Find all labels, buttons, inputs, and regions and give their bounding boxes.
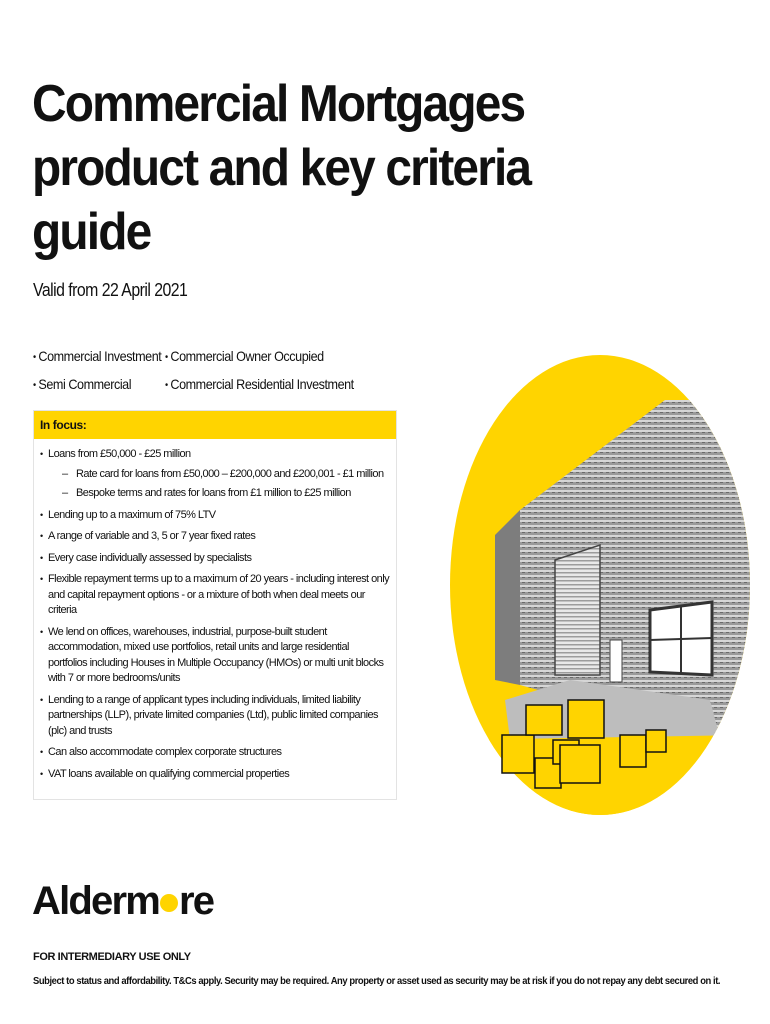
warehouse-illustration xyxy=(450,340,750,830)
list-item: • VAT loans available on qualifying commercial properties xyxy=(40,767,390,783)
bullet-icon: • xyxy=(40,449,43,459)
in-focus-panel xyxy=(33,410,397,800)
sub-list-item: – Bespoke terms and rates for loans from £1 million to £25 million xyxy=(62,487,351,499)
bullet-icon: • xyxy=(40,574,43,584)
title-line-2: product and key criteria guide xyxy=(32,139,531,261)
in-focus-list xyxy=(34,439,396,782)
bullet-icon: • xyxy=(165,352,168,363)
bullet-icon: • xyxy=(33,352,36,363)
product-item: • Semi Commercial xyxy=(33,376,132,392)
intermediary-notice: FOR INTERMEDIARY USE ONLY xyxy=(33,951,191,963)
building-side xyxy=(495,510,520,685)
valid-from: Valid from 22 April 2021 xyxy=(33,280,188,300)
product-item: • Commercial Owner Occupied xyxy=(165,348,324,364)
product-list xyxy=(33,348,393,392)
bullet-icon: • xyxy=(40,768,43,779)
logo-dot-icon xyxy=(160,894,178,912)
list-item: • Lending to a range of applicant types including individuals, limited liability partnerships (LLP), private limited companies (Ltd), public limited companies (plc) and trusts xyxy=(40,693,390,740)
bullet-icon: • xyxy=(165,380,168,391)
disclaimer-text: Subject to status and affordability. T&Cs apply. Security may be required. Any property or asset used as security may be at risk if you do not repay any debt secured on it. xyxy=(33,976,721,987)
product-item: • Commercial Residential Investment xyxy=(165,376,354,392)
list-item: • We lend on offices, warehouses, industrial, purpose-built student accommodation, mixed use portfolios, retail units and large residential portfolios including Houses in Multiple Occupancy (HMOs) or multi unit blocks with 7 or more bedrooms/units xyxy=(40,625,390,687)
bullet-icon: • xyxy=(40,626,43,637)
list-item: • Lending up to a maximum of 75% LTV xyxy=(40,508,390,524)
list-item: • Can also accommodate complex corporate structures xyxy=(40,745,390,761)
bullet-icon: • xyxy=(40,694,43,705)
title-line-1: Commercial Mortgages xyxy=(32,75,525,133)
bullet-icon: • xyxy=(40,747,43,757)
list-item: • Loans from £50,000 - £25 million – Rate card for loans from £50,000 – £200,000 and £200,001 - £1 million – Bespoke terms and rates for loans from £1 million to £25 million xyxy=(40,447,390,502)
in-focus-heading: In focus: xyxy=(34,411,396,439)
list-item: • Every case individually assessed by specialists xyxy=(40,551,390,567)
aldermore-logo: Alderm re xyxy=(32,879,214,923)
roller-shutter-door xyxy=(555,545,600,675)
bullet-icon: • xyxy=(33,380,36,391)
bullet-icon: • xyxy=(40,531,43,541)
product-item: • Commercial Investment xyxy=(33,348,162,364)
page-title xyxy=(32,72,658,264)
list-item: • Flexible repayment terms up to a maximum of 20 years - including interest only and capital repayment options - or a mixture of both when deal meets our criteria xyxy=(40,572,390,619)
bullet-icon: • xyxy=(40,552,43,563)
bullet-icon: • xyxy=(40,509,43,520)
door-frame xyxy=(610,640,622,682)
list-item: • A range of variable and 3, 5 or 7 year fixed rates xyxy=(40,529,390,545)
sub-list-item: – Rate card for loans from £50,000 – £200,000 and £200,001 - £1 million xyxy=(62,467,384,480)
